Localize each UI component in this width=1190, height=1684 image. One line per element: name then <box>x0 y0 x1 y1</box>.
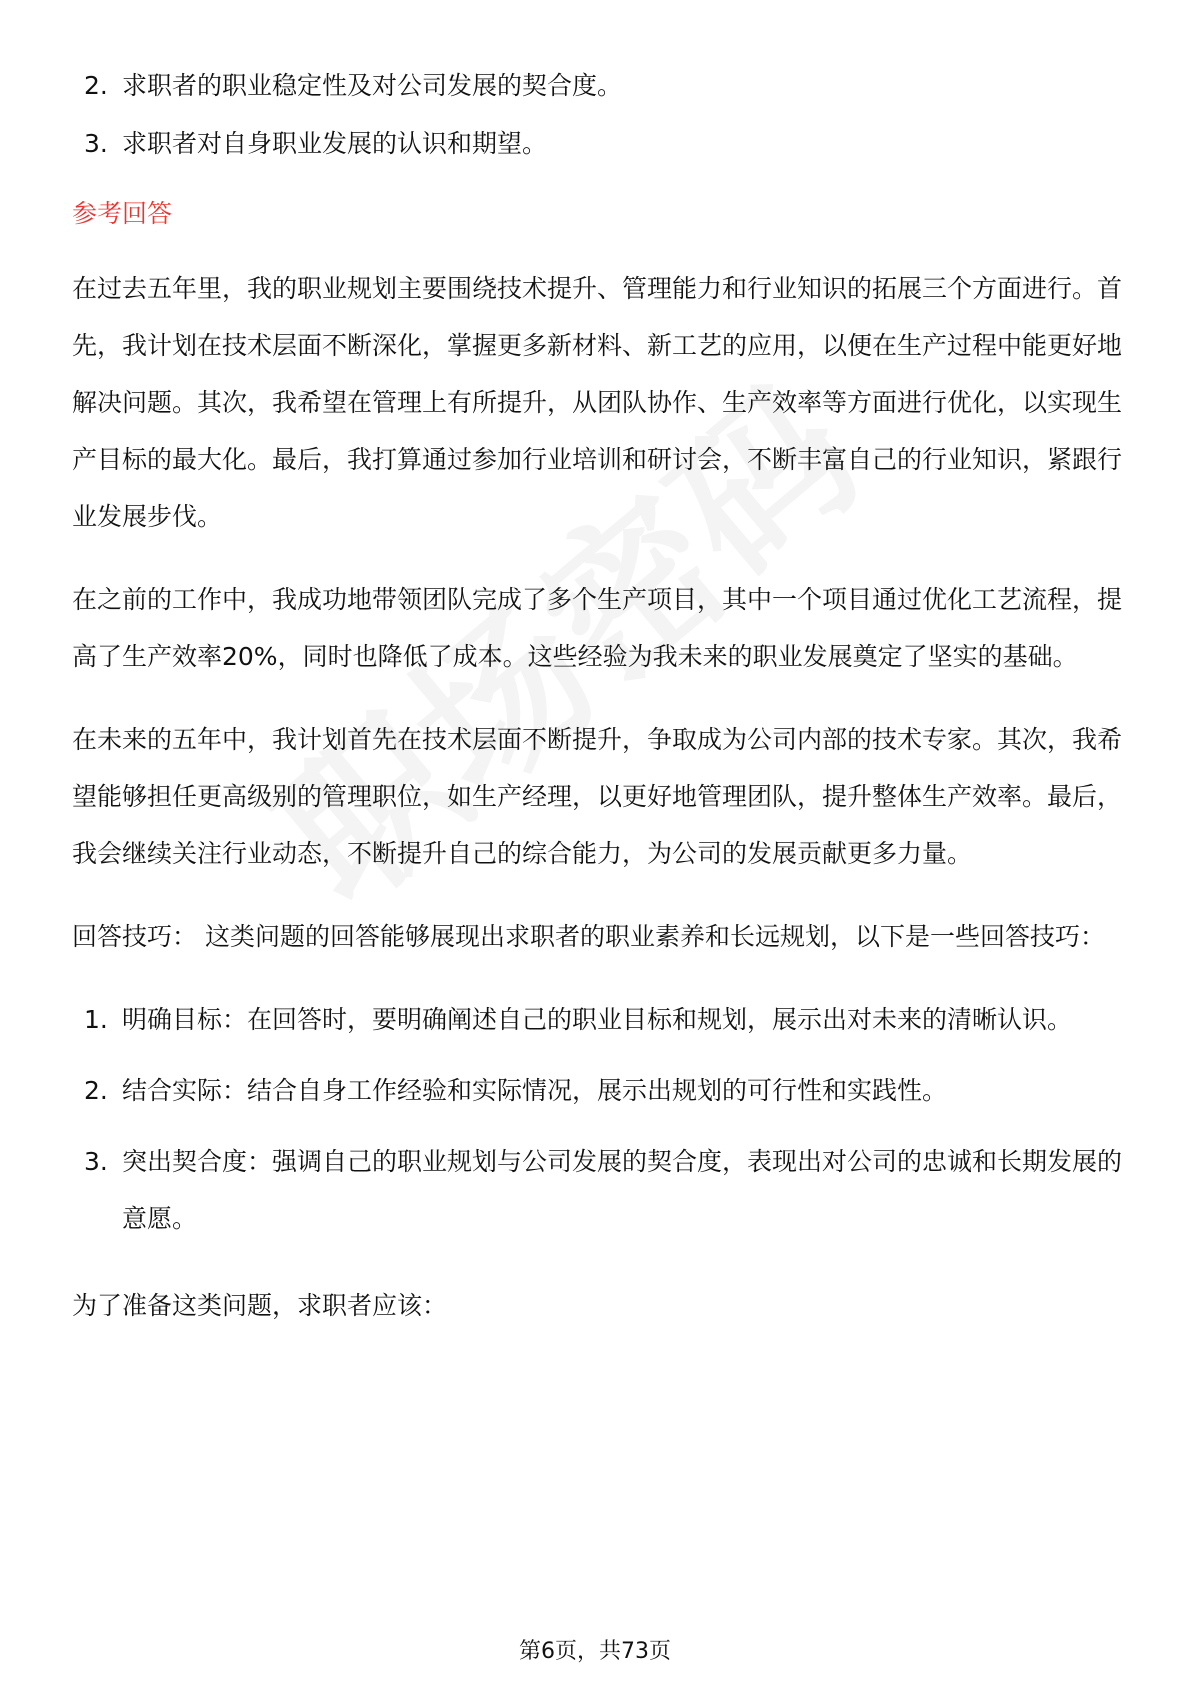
list-text: 求职者的职业稳定性及对公司发展的契合度。 <box>122 71 623 100</box>
top-list <box>72 66 1122 164</box>
tip-item <box>72 1133 1122 1247</box>
section-title: 参考回答 <box>72 199 173 228</box>
tip-item <box>72 991 1122 1048</box>
paragraph: 在未来的五年中，我计划首先在技术层面不断提升，争取成为公司内部的技术专家。其次，我希望能够担任更高级别的管理职位，如生产经理，以更好地管理团队，提升整体生产效率。最后，我会继续关注行业动态，不断提升自己的综合能力，为公司的发展贡献更多力量。 <box>72 725 1123 868</box>
tip-text: 突出契合度：强调自己的职业规划与公司发展的契合度，表现出对公司的忠诚和长期发展的意愿。 <box>122 1147 1123 1233</box>
tip-text: 结合实际：结合自身工作经验和实际情况，展示出规划的可行性和实践性。 <box>122 1076 948 1105</box>
list-text: 求职者对自身职业发展的认识和期望。 <box>122 129 548 158</box>
list-item <box>72 124 1122 164</box>
paragraph: 在过去五年里，我的职业规划主要围绕技术提升、管理能力和行业知识的拓展三个方面进行。首先，我计划在技术层面不断深化，掌握更多新材料、新工艺的应用，以便在生产过程中能更好地解决问题。其次，我希望在管理上有所提升，从团队协作、生产效率等方面进行优化，以实现生产目标的最大化。最后，我打算通过参加行业培训和研讨会，不断丰富自己的行业知识，紧跟行业发展步伐。 <box>72 274 1123 531</box>
tip-item <box>72 1062 1122 1119</box>
tip-number: 3. <box>84 1147 108 1176</box>
paragraph: 在之前的工作中，我成功地带领团队完成了多个生产项目，其中一个项目通过优化工艺流程，提高了生产效率20%，同时也降低了成本。这些经验为我未来的职业发展奠定了坚实的基础。 <box>72 585 1123 671</box>
page-number: 第6页，共73页 <box>519 1639 671 1664</box>
list-item <box>72 66 1122 106</box>
tip-number: 1. <box>84 1005 108 1034</box>
tip-number: 2. <box>84 1076 108 1105</box>
tips-intro: 回答技巧： 这类问题的回答能够展现出求职者的职业素养和长远规划，以下是一些回答技巧： <box>72 922 1105 951</box>
closing-line: 为了准备这类问题，求职者应该： <box>72 1291 448 1320</box>
list-number: 3. <box>84 129 108 158</box>
list-number: 2. <box>84 71 108 100</box>
document-page <box>72 66 1122 1360</box>
tip-text: 明确目标：在回答时，要明确阐述自己的职业目标和规划，展示出对未来的清晰认识。 <box>122 1005 1073 1034</box>
tips-list <box>72 991 1122 1247</box>
